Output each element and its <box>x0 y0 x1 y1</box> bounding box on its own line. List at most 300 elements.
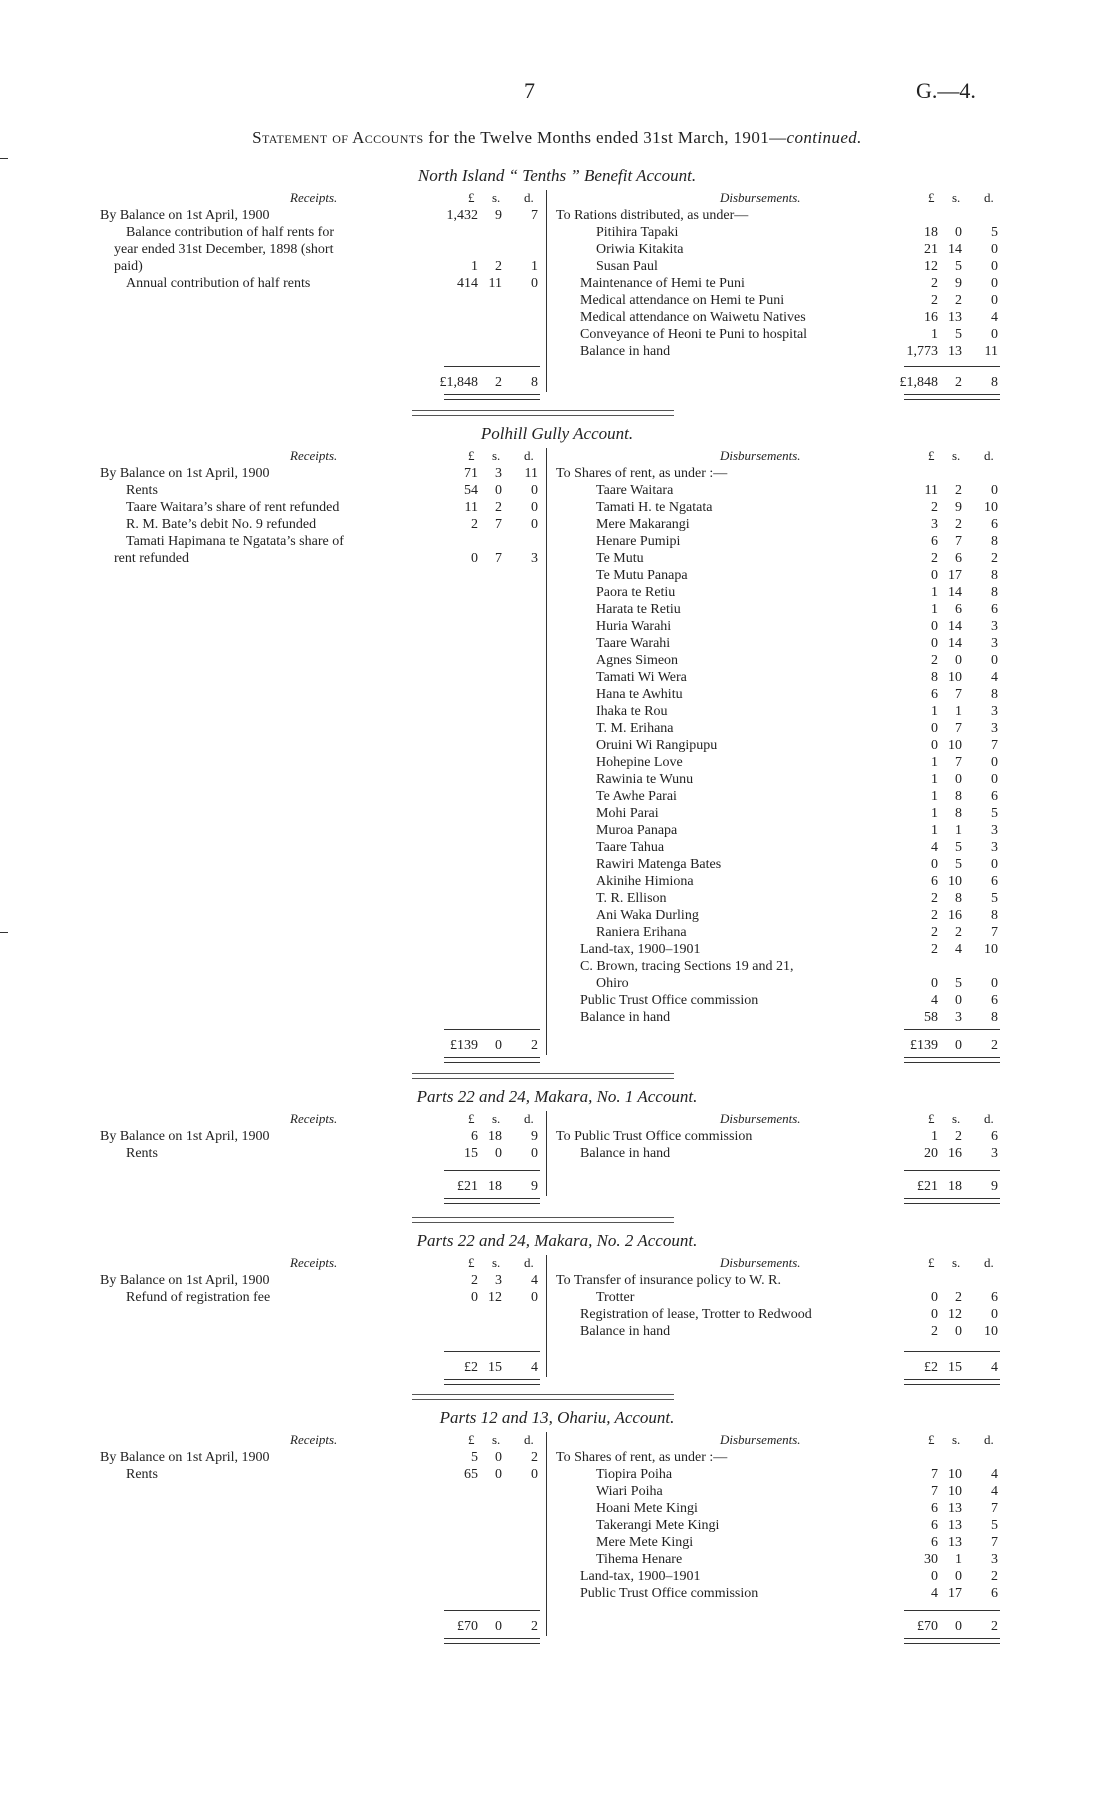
column-divider <box>546 1255 547 1377</box>
ledger-row <box>556 992 998 1009</box>
currency-header: d. <box>524 1432 534 1447</box>
row-label: Medical attendance on Hemi te Puni <box>580 293 785 308</box>
amount-pence: 9 <box>531 1129 538 1144</box>
row-label: Rawinia te Wunu <box>596 772 694 787</box>
subtotal-rule <box>904 1029 1000 1030</box>
amount-shillings: 9 <box>495 208 502 223</box>
amount-pence: 5 <box>991 891 998 906</box>
amount-shillings: 7 <box>495 517 502 532</box>
ledger-row <box>900 1037 998 1054</box>
disbursements-header: Disbursements. <box>720 1111 801 1126</box>
ledger-row <box>556 224 998 241</box>
ledger-row <box>556 873 998 890</box>
amount-shillings: 0 <box>955 772 962 787</box>
amount-pounds: 8 <box>931 670 938 685</box>
ledger-row <box>556 635 998 652</box>
amount-shillings: 8 <box>955 806 962 821</box>
column-divider <box>546 1432 547 1636</box>
margin-mark <box>0 158 8 159</box>
row-label: To Shares of rent, as under :— <box>556 466 728 481</box>
ledger-row <box>900 1618 998 1635</box>
ledger-row <box>556 326 998 343</box>
row-label: Ani Waka Durling <box>596 908 699 923</box>
row-label: rent refunded <box>114 551 190 566</box>
total-double-rule <box>904 394 1000 400</box>
amount-pounds: 4 <box>931 993 938 1008</box>
ledger-row <box>556 292 998 309</box>
row-label: Balance in hand <box>580 1324 671 1339</box>
currency-header: £ <box>928 1432 935 1447</box>
amount-pence: 4 <box>531 1273 538 1288</box>
ledger-row <box>556 465 998 482</box>
ledger-row <box>556 1323 998 1340</box>
row-label: Taare Waitara <box>596 483 674 498</box>
amount-pounds: 1 <box>471 259 478 274</box>
amount-pence: 3 <box>991 619 998 634</box>
ledger-row <box>556 703 998 720</box>
amount-shillings: 7 <box>955 687 962 702</box>
currency-header: s. <box>952 1111 961 1126</box>
amount-pence: 7 <box>991 925 998 940</box>
row-label: Tihema Henare <box>596 1552 683 1567</box>
amount-shillings: 13 <box>948 1501 962 1516</box>
row-label: Conveyance of Heoni te Puni to hospital <box>580 327 808 342</box>
ledger-row <box>440 1618 538 1635</box>
amount-pence: 7 <box>991 738 998 753</box>
ledger-row <box>556 343 998 360</box>
amount-shillings: 0 <box>495 1146 502 1161</box>
amount-pence: 9 <box>991 1179 998 1194</box>
currency-header: £ <box>928 190 935 205</box>
currency-header: s. <box>492 1111 501 1126</box>
row-label: To Shares of rent, as under :— <box>556 1450 728 1465</box>
amount-pence: 11 <box>984 344 998 359</box>
column-divider <box>546 1111 547 1196</box>
row-label: Balance contribution of half rents for <box>126 225 334 240</box>
ledger-row <box>100 1289 538 1306</box>
amount-shillings: 9 <box>955 276 962 291</box>
ledger-row <box>440 1037 538 1054</box>
amount-pounds: 11 <box>464 500 478 515</box>
amount-shillings: 13 <box>948 1518 962 1533</box>
ledger-row <box>100 533 538 550</box>
amount-pence: 2 <box>531 1619 538 1634</box>
total-double-rule <box>904 1379 1000 1385</box>
amount-pence: 3 <box>991 840 998 855</box>
ledger-row <box>556 584 998 601</box>
amount-pounds: 1,432 <box>446 208 478 223</box>
amount-pounds: £1,848 <box>899 375 938 390</box>
subtotal-rule <box>904 1610 1000 1611</box>
amount-pounds: 15 <box>464 1146 478 1161</box>
row-label: By Balance on 1st April, 1900 <box>100 1273 270 1288</box>
amount-pounds: 1 <box>931 772 938 787</box>
subtotal-rule <box>904 1170 1000 1171</box>
row-label: Akinihe Himiona <box>596 874 694 889</box>
ledger-row <box>100 1466 538 1483</box>
row-label: R. M. Bate’s debit No. 9 refunded <box>126 517 317 532</box>
amount-pence: 0 <box>991 242 998 257</box>
ledger-row <box>440 374 538 391</box>
amount-shillings: 5 <box>955 259 962 274</box>
row-label: Huria Warahi <box>596 619 672 634</box>
ledger-row <box>100 1145 538 1162</box>
amount-pounds: 1 <box>931 755 938 770</box>
ledger-row <box>556 533 998 550</box>
disbursements-header: Disbursements. <box>720 1432 801 1447</box>
amount-shillings: 2 <box>495 500 502 515</box>
account-title: Parts 22 and 24, Makara, No. 1 Account. <box>416 1087 698 1106</box>
amount-pounds: 21 <box>924 242 938 257</box>
receipts-header: Receipts. <box>290 190 338 205</box>
amount-pence: 0 <box>531 276 538 291</box>
amount-pence: 3 <box>991 1552 998 1567</box>
receipts-header: Receipts. <box>290 1111 338 1126</box>
amount-shillings: 13 <box>948 310 962 325</box>
row-label: Tiopira Poiha <box>596 1467 673 1482</box>
currency-header: s. <box>952 448 961 463</box>
row-label: Agnes Simeon <box>596 653 679 668</box>
amount-pence: 6 <box>991 1586 998 1601</box>
amount-shillings: 15 <box>488 1360 502 1375</box>
row-label: Rents <box>126 483 158 498</box>
column-divider <box>546 190 547 392</box>
row-label: Annual contribution of half rents <box>126 276 311 291</box>
amount-pounds: 6 <box>931 1501 938 1516</box>
row-label: Mere Mete Kingi <box>596 1535 694 1550</box>
section-separator <box>412 410 674 416</box>
amount-pounds: 1 <box>931 585 938 600</box>
amount-shillings: 12 <box>948 1307 962 1322</box>
amount-pence: 2 <box>991 1038 998 1053</box>
statement-title <box>0 128 1114 148</box>
row-label: Te Mutu Panapa <box>596 568 688 583</box>
amount-shillings: 0 <box>955 1038 962 1053</box>
amount-pounds: 0 <box>931 1307 938 1322</box>
amount-pence: 8 <box>991 375 998 390</box>
amount-pounds: 1 <box>931 806 938 821</box>
amount-pence: 2 <box>531 1038 538 1053</box>
amount-shillings: 1 <box>955 704 962 719</box>
amount-pence: 3 <box>991 636 998 651</box>
amount-pence: 0 <box>531 500 538 515</box>
row-label: Mohi Parai <box>596 806 659 821</box>
amount-pence: 1 <box>531 259 538 274</box>
total-double-rule <box>444 1638 540 1644</box>
row-label: Oriwia Kitakita <box>596 242 684 257</box>
ledger-row <box>556 258 998 275</box>
amount-pence: 0 <box>991 1307 998 1322</box>
amount-pence: 0 <box>991 857 998 872</box>
row-label: Ohiro <box>596 976 629 991</box>
ledger-row <box>100 258 538 275</box>
amount-pounds: £1,848 <box>439 375 478 390</box>
amount-pence: 2 <box>991 1569 998 1584</box>
row-label: Taare Tahua <box>596 840 665 855</box>
receipts-header: Receipts. <box>290 1255 338 1270</box>
statement-title-text: for the Twelve Months ended 31st March, 1901— <box>423 128 787 147</box>
amount-pounds: 414 <box>457 276 478 291</box>
amount-pounds: 1 <box>931 327 938 342</box>
ledger-row <box>100 482 538 499</box>
row-label: Registration of lease, Trotter to Redwood <box>580 1307 812 1322</box>
row-label: Wiari Poiha <box>596 1484 663 1499</box>
amount-shillings: 14 <box>948 619 962 634</box>
amount-pence: 4 <box>991 1484 998 1499</box>
currency-header: s. <box>952 1255 961 1270</box>
amount-shillings: 0 <box>495 1038 502 1053</box>
amount-shillings: 5 <box>955 327 962 342</box>
amount-pence: 6 <box>991 1129 998 1144</box>
row-label: Public Trust Office commission <box>580 993 759 1008</box>
amount-shillings: 0 <box>955 225 962 240</box>
amount-shillings: 13 <box>948 344 962 359</box>
ledger-row <box>556 975 998 992</box>
amount-pence: 11 <box>524 466 538 481</box>
ledger-row <box>556 822 998 839</box>
row-label: Rents <box>126 1146 158 1161</box>
amount-pence: 0 <box>991 772 998 787</box>
subtotal-rule <box>444 1170 540 1171</box>
amount-pounds: 2 <box>931 1324 938 1339</box>
amount-pence: 0 <box>991 653 998 668</box>
amount-pounds: 7 <box>931 1484 938 1499</box>
amount-pounds: 1 <box>931 704 938 719</box>
ledger-row <box>556 1517 998 1534</box>
amount-pence: 10 <box>984 942 998 957</box>
row-label: Hana te Awhitu <box>596 687 683 702</box>
amount-shillings: 4 <box>955 942 962 957</box>
amount-pounds: 58 <box>924 1010 938 1025</box>
total-double-rule <box>444 394 540 400</box>
amount-pounds: 0 <box>931 619 938 634</box>
amount-pounds: 6 <box>931 1518 938 1533</box>
ledger-row <box>556 601 998 618</box>
amount-pence: 3 <box>991 721 998 736</box>
amount-pounds: £21 <box>917 1179 938 1194</box>
subtotal-rule <box>904 366 1000 367</box>
currency-header: s. <box>492 190 501 205</box>
amount-pounds: 7 <box>931 1467 938 1482</box>
amount-pence: 4 <box>531 1360 538 1375</box>
amount-shillings: 0 <box>955 1619 962 1634</box>
ledger-row <box>556 482 998 499</box>
amount-pounds: 5 <box>471 1450 478 1465</box>
ledger-row <box>556 1585 998 1602</box>
amount-pounds: 2 <box>471 1273 478 1288</box>
amount-pence: 8 <box>991 687 998 702</box>
amount-pence: 6 <box>991 993 998 1008</box>
currency-header: d. <box>524 448 534 463</box>
currency-header: d. <box>524 190 534 205</box>
amount-pounds: 0 <box>931 738 938 753</box>
amount-shillings: 8 <box>955 891 962 906</box>
row-label: Henare Pumipi <box>596 534 681 549</box>
amount-shillings: 2 <box>495 259 502 274</box>
amount-pounds: 0 <box>931 721 938 736</box>
amount-shillings: 14 <box>948 585 962 600</box>
amount-pence: 7 <box>991 1501 998 1516</box>
subtotal-rule <box>904 1351 1000 1352</box>
row-label: year ended 31st December, 1898 (short <box>114 242 334 257</box>
ledger-row <box>556 754 998 771</box>
document-reference: G.—4. <box>916 78 976 103</box>
total-double-rule <box>904 1057 1000 1063</box>
amount-pence: 0 <box>531 1290 538 1305</box>
amount-pence: 8 <box>991 534 998 549</box>
row-label: Balance in hand <box>580 1010 671 1025</box>
amount-pounds: 2 <box>931 891 938 906</box>
ledger-row <box>556 516 998 533</box>
ledger-row <box>100 499 538 516</box>
amount-pence: 0 <box>531 1467 538 1482</box>
row-label: Medical attendance on Waiwetu Natives <box>580 310 806 325</box>
row-label: Tamati Hapimana te Ngatata’s share of <box>126 534 344 549</box>
ledger-row <box>556 669 998 686</box>
amount-pounds: 3 <box>931 517 938 532</box>
row-label: Hohepine Love <box>596 755 683 770</box>
amount-shillings: 16 <box>948 1146 962 1161</box>
amount-pounds: 6 <box>931 687 938 702</box>
ledger-row <box>100 241 538 258</box>
currency-header: d. <box>984 448 994 463</box>
ledger-row <box>900 1359 998 1376</box>
currency-header: d. <box>524 1111 534 1126</box>
amount-pence: 8 <box>531 375 538 390</box>
row-label: C. Brown, tracing Sections 19 and 21, <box>580 959 794 974</box>
amount-shillings: 10 <box>948 1467 962 1482</box>
row-label: Hoani Mete Kingi <box>596 1501 698 1516</box>
amount-pence: 8 <box>991 585 998 600</box>
row-label: Taare Warahi <box>596 636 671 651</box>
ledger-row <box>556 788 998 805</box>
ledger-row <box>440 1178 538 1195</box>
account-title: North Island “ Tenths ” Benefit Account. <box>417 166 697 185</box>
amount-pence: 3 <box>991 704 998 719</box>
ledger-row <box>100 1128 538 1145</box>
amount-shillings: 8 <box>955 789 962 804</box>
amount-pounds: 1 <box>931 823 938 838</box>
amount-pence: 0 <box>991 276 998 291</box>
amount-pence: 6 <box>991 874 998 889</box>
amount-shillings: 2 <box>955 1290 962 1305</box>
amount-shillings: 14 <box>948 242 962 257</box>
amount-pounds: 20 <box>924 1146 938 1161</box>
amount-shillings: 5 <box>955 840 962 855</box>
amount-pence: 7 <box>991 1535 998 1550</box>
row-label: Pitihira Tapaki <box>596 225 679 240</box>
amount-pounds: 71 <box>464 466 478 481</box>
amount-pounds: 2 <box>931 925 938 940</box>
amount-pence: 0 <box>991 293 998 308</box>
amount-shillings: 0 <box>955 993 962 1008</box>
amount-pounds: 2 <box>931 551 938 566</box>
disbursements-header: Disbursements. <box>720 448 801 463</box>
amount-shillings: 2 <box>955 375 962 390</box>
total-double-rule <box>444 1057 540 1063</box>
amount-shillings: 16 <box>948 908 962 923</box>
amount-pounds: 16 <box>924 310 938 325</box>
amount-pence: 10 <box>984 500 998 515</box>
ledger-row <box>556 890 998 907</box>
amount-shillings: 2 <box>955 517 962 532</box>
amount-pence: 8 <box>991 908 998 923</box>
ledger-row <box>556 241 998 258</box>
row-label: Land-tax, 1900–1901 <box>580 942 701 957</box>
amount-pounds: 6 <box>931 534 938 549</box>
ledger-row <box>556 652 998 669</box>
currency-header: £ <box>928 1255 935 1270</box>
currency-header: £ <box>468 1111 475 1126</box>
amount-pence: 6 <box>991 602 998 617</box>
row-label: Susan Paul <box>596 259 658 274</box>
amount-shillings: 2 <box>495 375 502 390</box>
amount-pence: 2 <box>991 551 998 566</box>
amount-pence: 4 <box>991 670 998 685</box>
amount-shillings: 9 <box>955 500 962 515</box>
account-title: Parts 12 and 13, Ohariu, Account. <box>439 1408 675 1427</box>
amount-pence: 0 <box>991 976 998 991</box>
ledger-row <box>556 567 998 584</box>
subtotal-rule <box>444 1029 540 1030</box>
amount-pounds: 18 <box>924 225 938 240</box>
amount-pence: 2 <box>991 1619 998 1634</box>
ledger-row <box>100 1272 538 1289</box>
amount-pence: 6 <box>991 517 998 532</box>
amount-shillings: 3 <box>495 1273 502 1288</box>
amount-shillings: 0 <box>955 653 962 668</box>
ledger-row <box>900 1178 998 1195</box>
ledger-row <box>100 1449 538 1466</box>
ledger-row <box>556 499 998 516</box>
row-label: paid) <box>114 259 143 274</box>
amount-pounds: 0 <box>471 551 478 566</box>
row-label: Paora te Retiu <box>596 585 676 600</box>
ledger-row <box>556 275 998 292</box>
account-title: Polhill Gully Account. <box>480 424 634 443</box>
disbursements-header: Disbursements. <box>720 190 801 205</box>
ledger-row <box>100 207 538 224</box>
amount-shillings: 2 <box>955 293 962 308</box>
amount-shillings: 1 <box>955 1552 962 1567</box>
ledger-row <box>556 1272 998 1289</box>
amount-pence: 0 <box>531 1146 538 1161</box>
amount-pence: 0 <box>991 327 998 342</box>
amount-shillings: 6 <box>955 551 962 566</box>
amount-shillings: 18 <box>948 1179 962 1194</box>
amount-pence: 0 <box>991 259 998 274</box>
ledger-row <box>556 720 998 737</box>
ledger-row <box>556 1306 998 1323</box>
amount-pounds: 6 <box>931 874 938 889</box>
row-label: By Balance on 1st April, 1900 <box>100 1450 270 1465</box>
ledger-row <box>556 771 998 788</box>
currency-header: £ <box>468 190 475 205</box>
row-label: Rawiri Matenga Bates <box>596 857 722 872</box>
amount-pounds: 2 <box>931 942 938 957</box>
row-label: To Transfer of insurance policy to W. R. <box>556 1273 781 1288</box>
row-label: T. R. Ellison <box>596 891 667 906</box>
row-label: Te Awhe Parai <box>596 789 677 804</box>
ledger-row <box>556 1500 998 1517</box>
row-label: Taare Waitara’s share of rent refunded <box>126 500 340 515</box>
amount-pounds: 12 <box>924 259 938 274</box>
amount-shillings: 10 <box>948 874 962 889</box>
currency-header: £ <box>928 1111 935 1126</box>
currency-header: d. <box>984 1255 994 1270</box>
amount-shillings: 10 <box>948 670 962 685</box>
total-double-rule <box>904 1638 1000 1644</box>
